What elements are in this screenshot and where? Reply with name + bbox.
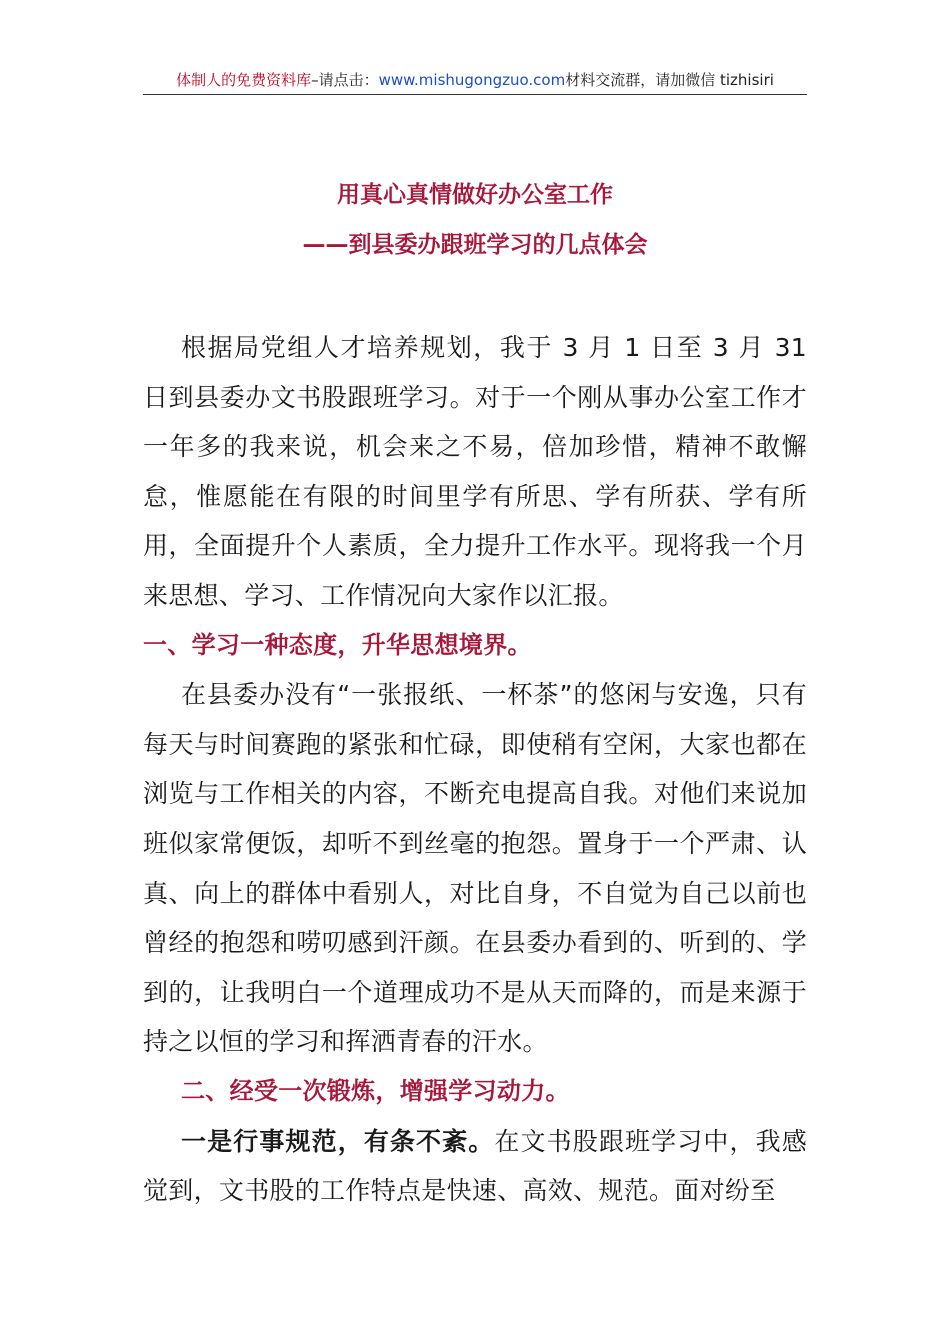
section-1-heading: 一、学习一种态度，升华思想境界。 bbox=[143, 630, 532, 659]
header-brand: 体制人的免费资料库 bbox=[176, 71, 312, 89]
header-prompt: –请点击： bbox=[311, 71, 379, 89]
document-title: 用真心真情做好办公室工作 bbox=[337, 182, 613, 208]
intro-paragraph: 根据局党组人才培养规划，我于 3 月 1 日至 3 月 31 日到县委办文书股跟班学习。对于一个刚从事办公室工作才一年多的我来说，机会来之不易，倍加珍惜，精神不敢懈怠，惟愿能在有限的时间里学有所思、学有所获、学有所用，全面提升个人素质，全力提升工作水平。现将我一个月来思想、学习、工作情况向大家作以汇报。 bbox=[143, 333, 807, 610]
title-block bbox=[143, 178, 807, 262]
header-website-link[interactable]: www.mishugongzuo.com bbox=[378, 71, 566, 89]
section-1-paragraph: 在县委办没有“一张报纸、一杯茶”的悠闲与安逸，只有每天与时间赛跑的紧张和忙碌，即使稍有空闲，大家也都在浏览与工作相关的内容，不断充电提高自我。对他们来说加班似家常便饭，却听不到丝毫的抱怨。置身于一个严肃、认真、向上的群体中看别人，对比自身，不自觉为自己以前也曾经的抱怨和唠叨感到汗颜。在县委办看到的、听到的、学到的，让我明白一个道理成功不是从天而降的，而是来源于持之以恒的学习和挥洒青春的汗水。 bbox=[143, 680, 807, 1057]
header-contact: 材料交流群，请加微信 tizhisiri bbox=[565, 71, 774, 89]
page-header bbox=[143, 68, 807, 95]
document-subtitle: ——到县委办跟班学习的几点体会 bbox=[302, 232, 648, 258]
section-2-text: 在文书股跟班学习中，我感觉到，文书股的工作特点是快速、高效、规范。面对纷至 bbox=[143, 1126, 807, 1206]
section-2-lead: 一是行事规范，有条不紊。 bbox=[181, 1126, 495, 1156]
document-body bbox=[143, 323, 807, 1216]
section-2-heading: 二、经受一次锻炼，增强学习动力。 bbox=[181, 1076, 570, 1105]
section-2-paragraph bbox=[143, 1117, 807, 1216]
